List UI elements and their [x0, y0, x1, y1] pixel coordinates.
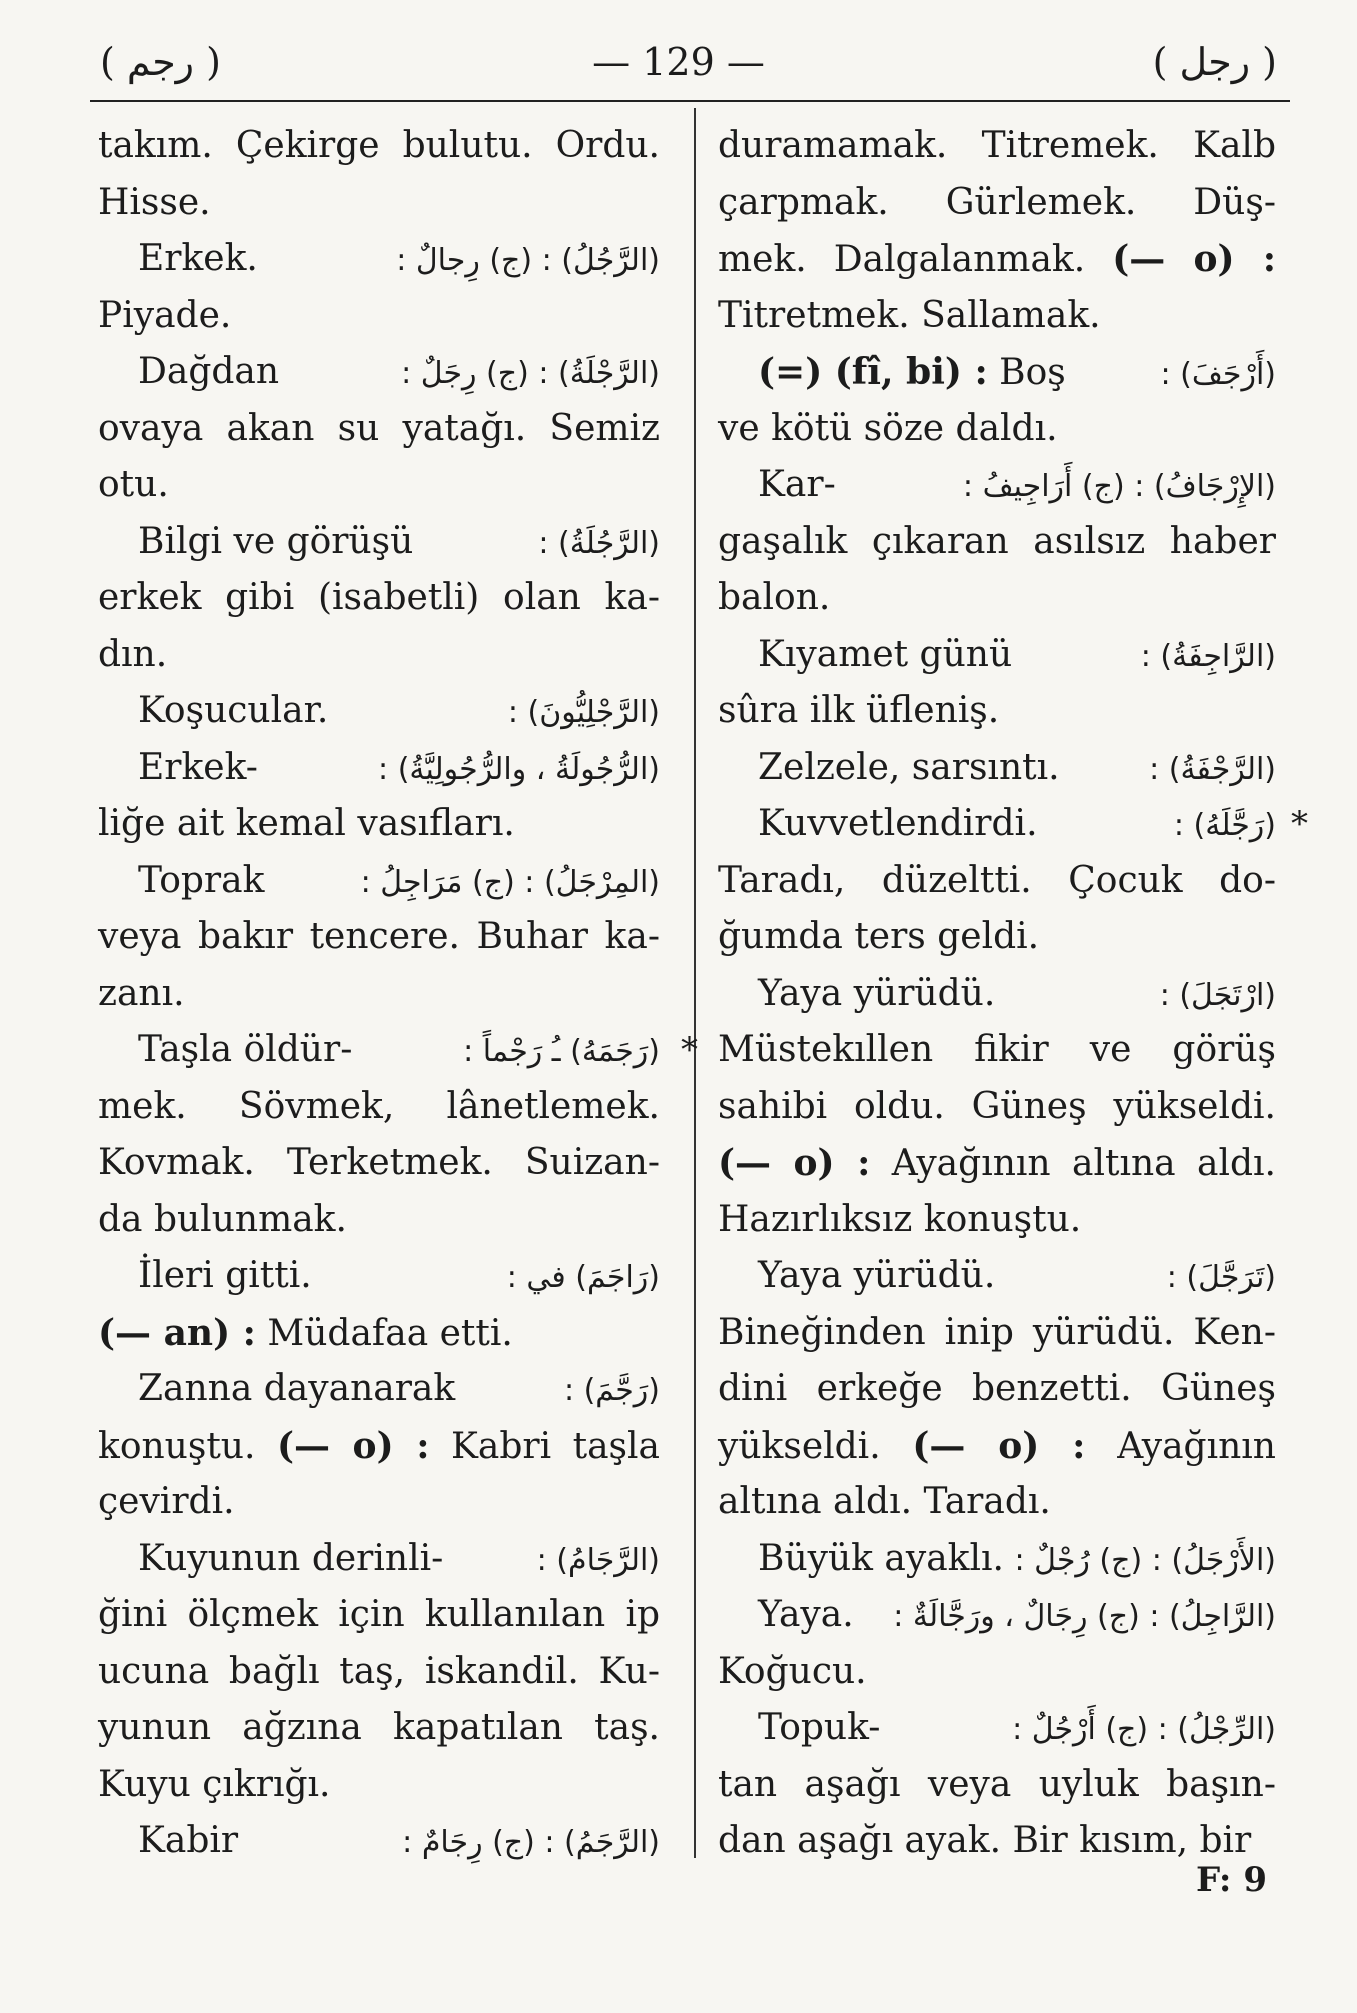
text-line-content: zanı. — [98, 972, 185, 1014]
page-number: — 129 — — [592, 40, 765, 84]
entry-term: Toprak — [138, 859, 265, 901]
entry-term: Erkek- — [138, 746, 258, 788]
entry-term: Kabir — [138, 1820, 239, 1861]
printer-signature: F: 9 — [1196, 1860, 1267, 1900]
text-line — [98, 1418, 660, 1475]
text-line — [98, 1192, 660, 1249]
grammar-marker: (— o) : — [276, 1424, 430, 1467]
entry-term: Bilgi ve görüşü — [138, 520, 414, 562]
grammar-marker: (— o) : — [718, 1142, 871, 1184]
text-line — [98, 401, 660, 458]
text-line-content: ucuna bağlı taş, iskandil. Ku- — [98, 1650, 660, 1692]
root-asterisk: * — [681, 1030, 698, 1070]
dictionary-entry — [718, 1531, 1276, 1588]
dictionary-entry — [718, 1700, 1276, 1757]
arabic-headword: (الرَّاجِلُ) : (ج) رِجَالٌ ، ورَجَّالَةٌ : — [893, 1599, 1276, 1634]
text-line-content: erkek gibi (isabetli) olan ka- — [98, 577, 660, 618]
grammar-marker: (— an) : — [98, 1311, 256, 1354]
text-line — [98, 1079, 660, 1136]
grammar-marker: (— o) : — [912, 1424, 1086, 1467]
text-line — [98, 457, 660, 514]
text-line-content: dın. — [98, 633, 168, 675]
text-line — [718, 175, 1276, 232]
text-line — [718, 401, 1276, 458]
entry-term: Koşucular. — [138, 690, 329, 731]
text-line — [718, 514, 1276, 571]
text-line-content: Bineğinden inip yürüdü. Ken- — [718, 1311, 1276, 1353]
entry-term: Yaya yürüdü. — [758, 1255, 996, 1296]
text-line-content: Kovmak. Terketmek. Suizan- — [98, 1142, 660, 1183]
arabic-headword: (رَجَمَهُ) ـُ رَجْماً : — [463, 1034, 660, 1069]
text-pre: mek. Dalgalanmak. — [718, 239, 1113, 280]
text-line — [718, 231, 1276, 288]
entry-term: Büyük ayaklı. — [758, 1537, 1004, 1579]
left-column — [98, 118, 698, 1870]
text-line — [718, 1305, 1276, 1362]
text-line — [98, 1700, 660, 1757]
text-line-content: balon. — [718, 577, 831, 618]
text-line — [98, 1474, 660, 1531]
arabic-headword: (الرِّجْلُ) : (ج) أَرْجُلٌ : — [1012, 1712, 1276, 1747]
text-line-content: Kuyu çıkrığı. — [98, 1763, 331, 1805]
text-line — [718, 1079, 1276, 1136]
dictionary-entry — [98, 1022, 698, 1079]
arabic-headword: (الرَّجْلَةُ) : (ج) رِجَلٌ : — [401, 356, 660, 391]
arabic-headword: (رَجَّمَ) : — [563, 1373, 660, 1408]
column-divider — [694, 108, 696, 1858]
entry-term-bold: (=) (fî, bi) : — [758, 351, 988, 393]
text-line-content: ğumda ters geldi. — [718, 916, 1040, 957]
text-rest: Kabri taşla — [429, 1425, 660, 1467]
text-pre: konuştu. — [98, 1425, 277, 1467]
text-line-content: altına aldı. Taradı. — [718, 1481, 1051, 1522]
text-line-content: tan aşağı veya uyluk başın- — [718, 1763, 1276, 1805]
text-line-content — [98, 1426, 660, 1467]
dictionary-entry — [718, 1587, 1276, 1644]
text-line — [718, 1022, 1276, 1079]
text-line-content: mek. Sövmek, lânetlemek. — [98, 1085, 660, 1127]
text-line — [718, 1135, 1276, 1192]
arabic-headword: (رَجَّلَهُ) : — [1173, 808, 1276, 843]
text-line — [718, 853, 1276, 910]
dictionary-entry — [718, 627, 1276, 684]
text-line — [718, 683, 1276, 740]
entry-term: Erkek. — [138, 238, 258, 279]
dictionary-entry — [718, 344, 1276, 401]
dictionary-entry — [98, 344, 660, 401]
dictionary-entry — [718, 740, 1276, 797]
arabic-headword: (أَرْجَفَ) : — [1160, 357, 1276, 392]
arabic-headword: (الرُّجُولَةُ ، والرُّجُولِيَّةُ) : — [378, 751, 660, 787]
text-line-content: sûra ilk üfleniş. — [718, 690, 1000, 731]
text-line-content: otu. — [98, 464, 169, 505]
text-line-content: ğini ölçmek için kullanılan ip — [98, 1594, 660, 1635]
text-line — [98, 1305, 660, 1362]
entry-term: Kuvvetlendirdi. — [758, 803, 1038, 844]
text-line-content: ovaya akan su yatağı. Semiz — [98, 407, 660, 449]
arabic-headword: (الرَّجْلِيُّونَ) : — [507, 695, 660, 730]
text-line-content: gaşalık çıkaran asılsız haber — [718, 520, 1276, 562]
entry-term: Kar- — [758, 464, 836, 505]
text-line-content — [718, 1143, 1276, 1184]
text-line-content: yunun ağzına kapatılan taş. — [98, 1707, 660, 1748]
text-line-content: duramamak. Titremek. Kalb — [718, 125, 1276, 166]
text-line-content: dan aşağı ayak. Bir kısım, bir — [718, 1820, 1252, 1861]
arabic-headword: (الرَّجُلُ) : (ج) رِجالٌ : — [396, 243, 660, 278]
dictionary-entry — [718, 966, 1276, 1023]
text-line-content: Piyade. — [98, 294, 232, 336]
text-line — [718, 1757, 1276, 1814]
text-line-content: Hazırlıksız konuştu. — [718, 1198, 1082, 1240]
dictionary-entry — [718, 796, 1308, 853]
grammar-marker: (— o) : — [1112, 238, 1277, 280]
text-line-content: dini erkeğe benzetti. Güneş — [718, 1368, 1276, 1409]
header-right-root: ( رجل ) — [1152, 40, 1277, 84]
arabic-headword: (ارْتَجَلَ) : — [1159, 977, 1276, 1013]
arabic-headword: (المِرْجَلُ) : (ج) مَرَاجِلُ : — [360, 864, 660, 900]
arabic-headword: (الرَّجَمُ) : (ج) رِجَامٌ : — [402, 1825, 660, 1860]
dictionary-entry — [98, 514, 660, 571]
text-line-content: veya bakır tencere. Buhar ka- — [98, 916, 660, 957]
dictionary-entry — [98, 231, 660, 288]
text-line-content — [718, 239, 1276, 280]
arabic-headword: (الأَرْجَلُ) : (ج) رُجْلٌ : — [1014, 1542, 1276, 1578]
text-line — [718, 118, 1276, 175]
text-rest: Müdafaa etti. — [255, 1312, 513, 1354]
dictionary-entry — [98, 683, 660, 740]
dictionary-entry — [718, 457, 1276, 514]
text-line — [718, 1474, 1276, 1531]
entry-term: Dağdan — [138, 351, 280, 392]
text-line-content: Müstekıllen fikir ve görüş — [718, 1029, 1276, 1070]
entry-term: Yaya. — [758, 1594, 854, 1635]
text-line-content: Titretmek. Sallamak. — [718, 294, 1101, 336]
text-line — [718, 1644, 1276, 1701]
text-line-content: Hisse. — [98, 181, 211, 223]
text-line — [98, 1135, 660, 1192]
entry-term: Kıyamet günü — [758, 633, 1013, 675]
text-line-content: Taradı, düzeltti. Çocuk do- — [718, 859, 1276, 901]
text-line — [98, 909, 660, 966]
right-column — [718, 118, 1308, 1870]
text-line — [98, 627, 660, 684]
text-line — [98, 966, 660, 1023]
arabic-headword: (رَاجَمَ) في : — [506, 1260, 660, 1295]
entry-term: Yaya yürüdü. — [758, 972, 996, 1014]
text-line — [98, 1587, 660, 1644]
text-line-content — [718, 1426, 1276, 1467]
text-line-content — [98, 1313, 513, 1354]
text-line-content: ve kötü söze daldı. — [718, 407, 1058, 449]
text-line — [718, 570, 1276, 627]
entry-term: Taşla öldür- — [138, 1029, 353, 1070]
text-line — [98, 175, 660, 232]
entry-term: Zelzele, sarsıntı. — [758, 746, 1060, 788]
text-line — [718, 1361, 1276, 1418]
text-line — [98, 796, 660, 853]
text-line — [718, 909, 1276, 966]
text-line-content: Koğucu. — [718, 1650, 867, 1692]
arabic-headword: (الرَّجَامُ) : — [536, 1542, 660, 1578]
text-line — [718, 1813, 1276, 1870]
text-line-content: çarpmak. Gürlemek. Düş- — [718, 181, 1276, 223]
text-line — [98, 1644, 660, 1701]
entry-term — [758, 344, 1066, 402]
text-line-content: çevirdi. — [98, 1481, 235, 1522]
text-line — [718, 288, 1276, 345]
root-asterisk: * — [1291, 804, 1308, 844]
arabic-headword: (الرَّجُلَةُ) : — [538, 525, 660, 561]
dictionary-entry — [98, 1361, 660, 1418]
header-rule — [90, 100, 1290, 102]
text-rest: Ayağının — [1085, 1425, 1276, 1467]
arabic-headword: (الإِرْجَافُ) : (ج) أَرَاجِيفُ : — [962, 469, 1276, 504]
text-line-content: takım. Çekirge bulutu. Ordu. — [98, 125, 660, 166]
arabic-headword: (الرَّاجِفَةُ) : — [1140, 638, 1276, 674]
dictionary-entry — [718, 1248, 1276, 1305]
text-line — [98, 570, 660, 627]
text-line — [98, 1757, 660, 1814]
dictionary-entry — [98, 740, 660, 797]
text-line — [98, 118, 660, 175]
text-line-content: da bulunmak. — [98, 1198, 347, 1240]
text-line — [98, 288, 660, 345]
text-rest: Ayağının altına aldı. — [870, 1143, 1277, 1184]
entry-term: Topuk- — [758, 1707, 881, 1748]
text-line — [718, 1418, 1276, 1475]
entry-term: Kuyunun derinli- — [138, 1537, 444, 1579]
entry-term: Zanna dayanarak — [138, 1368, 456, 1409]
arabic-headword: (الرَّجْفَةُ) : — [1149, 751, 1276, 787]
dictionary-entry — [98, 1813, 660, 1870]
dictionary-entry — [98, 1531, 660, 1588]
text-pre: yükseldi. — [718, 1425, 913, 1467]
entry-term-rest: Boş — [987, 352, 1066, 393]
arabic-headword: (تَرَجَّلَ) : — [1166, 1260, 1276, 1295]
text-line-content: sahibi oldu. Güneş yükseldi. — [718, 1085, 1276, 1127]
text-line — [718, 1192, 1276, 1249]
header-left-root: ( رجم ) — [100, 40, 221, 84]
dictionary-entry — [98, 1248, 660, 1305]
text-line-content: liğe ait kemal vasıfları. — [98, 803, 515, 844]
dictionary-entry — [98, 853, 660, 910]
entry-term: İleri gitti. — [138, 1255, 312, 1296]
